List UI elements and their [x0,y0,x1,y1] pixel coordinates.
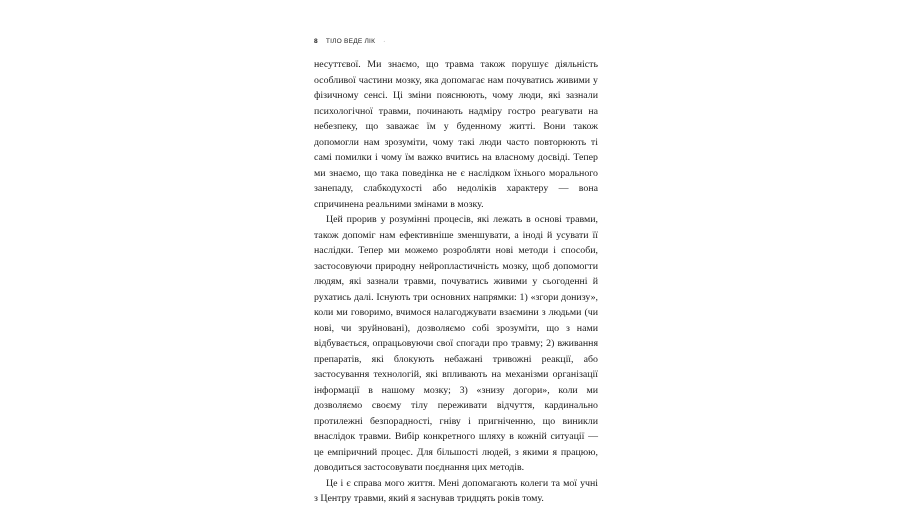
paragraph-3: Це і є справа мого життя. Мені допомагають колеги та мої учні з Центру травми, який я заснував тридцять років тому. [314,477,598,504]
paragraph-1: несуттєвої. Ми знаємо, що травма також порушує діяльність особливої частини мозку, яка допомагає нам почуватись живими у фізичному сенсі. Ці зміни пояснюють, чому люди, які зазнали психологічної травми, починають надміру гостро реагувати на небезпеку, що заважає їм у буденному житті. Вони також допомогли нам зрозуміти, чому такі люди часто повторюють ті самі помилки і чому їм важко вчитись на власному досвіді. Тепер ми знаємо, що така поведінка не є наслідком їхнього морального занепаду, слабкодухості або недоліків характеру — вона спричинена реальними змінами в мозку. [314,59,598,210]
body-text [314,57,598,507]
page-number: 8 [314,38,318,45]
running-head-separator: · [383,38,386,45]
running-head [314,36,598,48]
paragraph-2: Цей прорив у розумінні процесів, які лежать в основі травми, також допоміг нам ефективніше зменшувати, а іноді й усувати її наслідки. Тепер ми можемо розробляти нові методи і способи, застосовуючи природну нейропластичність мозку, щоб допомогти людям, які зазнали травми, почуватись живими у сьогоденні й рухатись далі. Існують три основних напрямки: 1) «згори донизу», коли ми говоримо, вчимося налагоджувати взаємини з людьми (чи нові, чи зруйновані), дозволяємо собі зрозуміти, що з нами відбувається, опрацьовуючи свої спогади про травму; 2) вживання препаратів, які блокують небажані тривожні реакції, або застосування технологій, які впливають на механізми організації інформації в нашому мозку; 3) «знизу догори», коли ми дозволяємо своєму тілу переживати відчуття, кардинально протилежні безпорадності, гніву і пригніченню, що виникли внаслідок травми. Вибір конкретного шляху в кожній ситуації — це емпіричний процес. Для більшості людей, з якими я працюю, доводиться застосовувати поєднання цих методів. [314,214,598,473]
running-title: ТІЛО ВЕДЕ ЛІК [325,38,376,45]
book-page [314,36,598,507]
